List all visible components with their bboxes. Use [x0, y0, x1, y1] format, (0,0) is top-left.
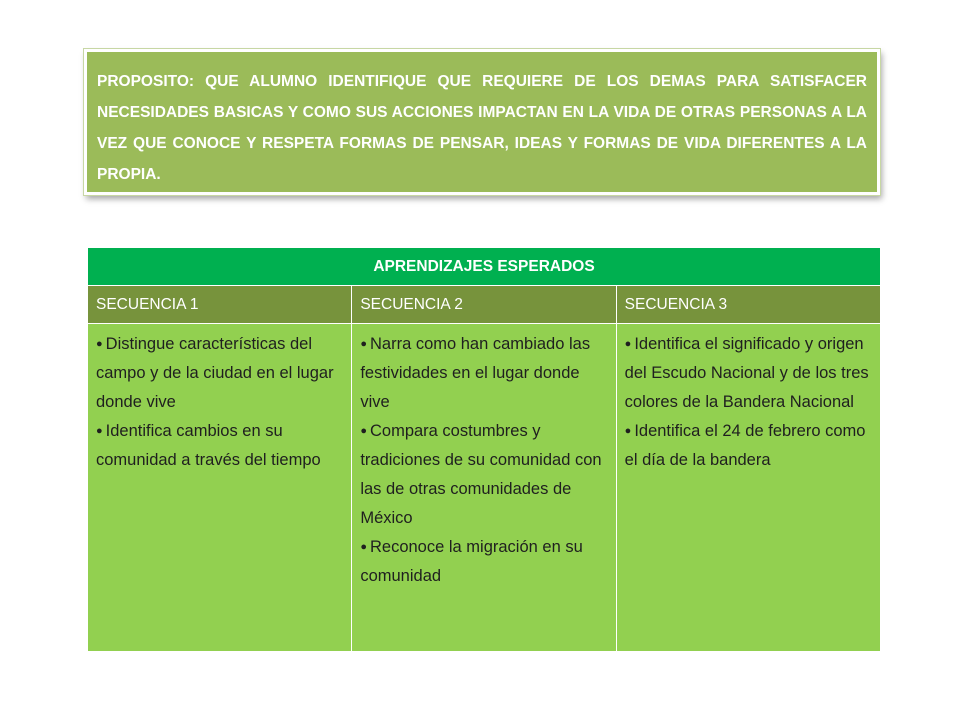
bullet-icon: ● [96, 338, 103, 350]
column-header-sequence-3: SECUENCIA 3 [616, 286, 880, 324]
sequence-3-cell [616, 324, 880, 652]
list-item [625, 417, 872, 475]
list-item-text: Identifica el 24 de febrero como el día de la bandera [624, 422, 866, 469]
sequence-1-cell [88, 324, 352, 652]
table-header-row [88, 286, 881, 324]
list-item [360, 417, 607, 533]
column-header-sequence-1: SECUENCIA 1 [88, 286, 352, 324]
bullet-icon: ● [96, 425, 103, 437]
bullet-icon: ● [360, 425, 367, 437]
sequence-1-list [96, 330, 343, 475]
sequence-2-list [360, 330, 607, 591]
list-item [96, 417, 343, 475]
purpose-box [84, 49, 880, 195]
bullet-icon: ● [624, 425, 632, 437]
column-header-sequence-2: SECUENCIA 2 [352, 286, 616, 324]
sequence-3-list [625, 330, 872, 475]
purpose-text: PROPOSITO: QUE ALUMNO IDENTIFIQUE QUE REQUIERE DE LOS DEMAS PARA SATISFACER NECESIDADES BASICAS Y COMO SUS ACCIONES IMPACTAN EN LA VIDA DE OTRAS PERSONAS A LA VEZ QUE CONOCE Y RESPETA FORMAS DE PENSAR, IDEAS Y FORMAS DE VIDA DIFERENTES A LA PROPIA. [97, 73, 867, 183]
list-item [360, 533, 607, 591]
bullet-icon: ● [360, 338, 367, 350]
bullet-icon: ● [624, 338, 632, 350]
list-item-text: Narra como han cambiado las festividades en el lugar donde vive [360, 335, 591, 411]
list-item-text: Distingue características del campo y de la ciudad en el lugar donde vive [96, 335, 334, 411]
list-item [96, 330, 343, 417]
list-item-text: Compara costumbres y tradiciones de su comunidad con las de otras comunidades de México [360, 422, 602, 527]
table-body-row [88, 324, 881, 652]
table-title-row [88, 248, 881, 286]
list-item [625, 330, 872, 417]
list-item [360, 330, 607, 417]
bullet-icon: ● [360, 541, 367, 553]
list-item-text: Reconoce la migración en su comunidad [360, 538, 583, 585]
expected-learning-table [87, 247, 881, 652]
list-item-text: Identifica el significado y origen del Escudo Nacional y de los tres colores de la Bandera Nacional [624, 335, 869, 411]
table-title: APRENDIZAJES ESPERADOS [88, 248, 881, 286]
sequence-2-cell [352, 324, 616, 652]
learning-table [87, 247, 881, 652]
list-item-text: Identifica cambios en su comunidad a través del tiempo [96, 422, 321, 469]
